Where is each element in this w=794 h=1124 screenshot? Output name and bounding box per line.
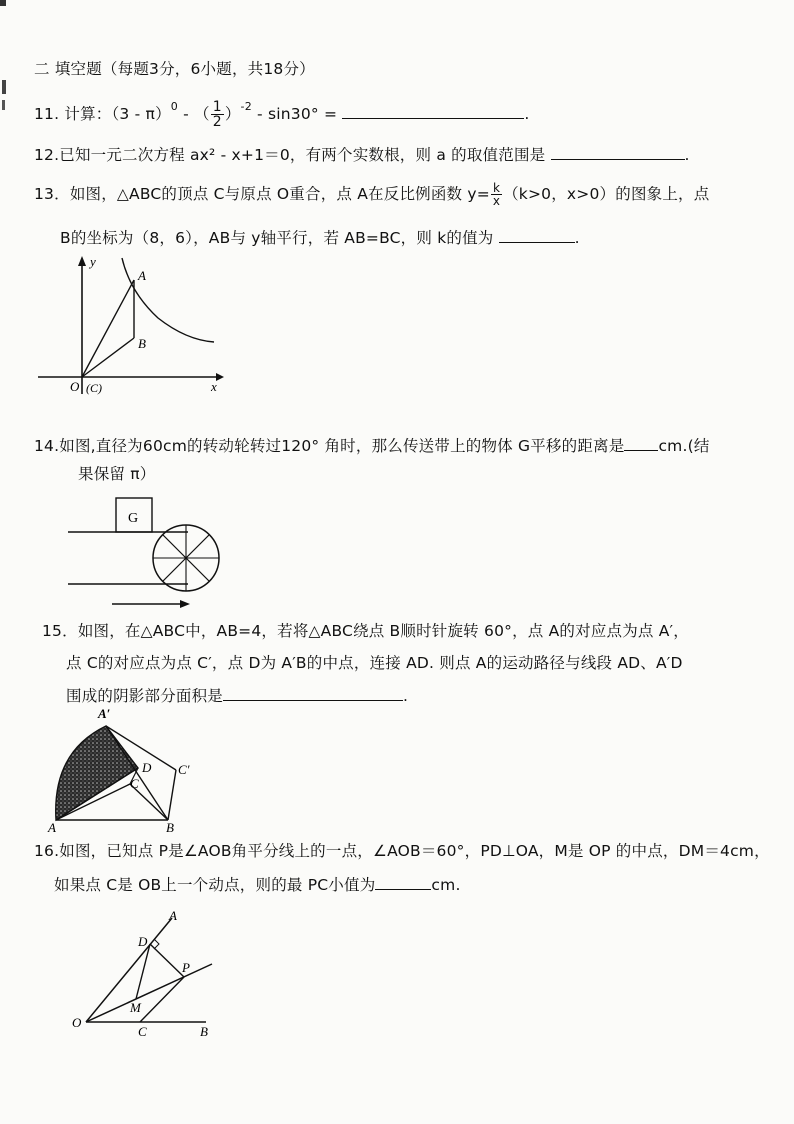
- segment-pc: [140, 977, 184, 1022]
- question-15-line1: 15．如图，在△ABC中，AB=4，若将△ABC绕点 B顺时针旋转 60°，点 A的对应点为点 A′，: [42, 622, 689, 640]
- q12-text: 12.已知一元二次方程 ax² - x+1＝0，有两个实数根，则 a 的取值范围是: [34, 146, 546, 164]
- q12-end: .: [684, 146, 690, 164]
- question-13-line2: [60, 226, 580, 249]
- q11-frac-den: 2: [212, 114, 222, 130]
- question-14-line2: 果保留 π）: [78, 465, 156, 483]
- q15-line3: 围成的阴影部分面积是: [66, 687, 224, 705]
- q15-end: .: [403, 687, 409, 705]
- shaded-region: [56, 726, 138, 820]
- q13-answer-blank[interactable]: [499, 226, 575, 243]
- q14-figure: [64, 494, 234, 616]
- q14-line1: 14.如图,直径为60cm的转动轮转过120° 角时，那么传送带上的物体 G平移的距离是: [34, 437, 625, 455]
- label-c: C: [130, 776, 139, 791]
- q15-answer-blank[interactable]: [223, 684, 403, 701]
- hyperbola-curve: [122, 258, 214, 342]
- q11-end: .: [524, 105, 530, 123]
- label-y: y: [90, 254, 96, 269]
- label-o: O: [70, 379, 80, 394]
- segment-ca: [82, 280, 134, 377]
- q11-exponent-zero: 0: [170, 100, 178, 113]
- q13-figure: [30, 252, 230, 402]
- label-a: A: [48, 820, 56, 835]
- q16-line2-end: cm.: [431, 876, 461, 894]
- wheel-spokes: [153, 525, 219, 591]
- q13-line1a: 13．如图，△ABC的顶点 C与原点 O重合，点 A在反比例函数 y=: [34, 185, 490, 203]
- label-b: B: [166, 820, 174, 835]
- question-12: [34, 143, 690, 166]
- q13-frac-den: x: [492, 194, 501, 208]
- label-a-prime: A′: [98, 706, 111, 721]
- q11-fraction: [211, 100, 224, 129]
- question-16-line2: [54, 873, 461, 896]
- question-14-line1: [34, 434, 710, 457]
- q11-prefix: 11. 计算：（3 - π）: [34, 105, 171, 123]
- label-o: O: [72, 1015, 82, 1030]
- motion-arrow-head: [180, 600, 190, 608]
- q13-fraction: [491, 182, 502, 207]
- q14-answer-blank[interactable]: [624, 434, 658, 451]
- q16-figure: [66, 906, 226, 1038]
- q14-line1-end: cm.(结: [658, 437, 710, 455]
- question-11: [34, 96, 529, 129]
- segment-c1b: [168, 770, 176, 820]
- q13-end: .: [574, 229, 580, 247]
- label-c: (C): [86, 381, 102, 395]
- label-g: G: [128, 511, 139, 526]
- q13-frac-num: k: [492, 181, 501, 195]
- segment-pd: [150, 944, 184, 977]
- binding-edge-marks: [0, 0, 12, 130]
- q11-close: ）: [224, 105, 241, 123]
- label-b: B: [200, 1024, 208, 1038]
- q11-answer-blank[interactable]: [342, 102, 524, 119]
- ray-oa: [86, 918, 172, 1022]
- section-header: 二 填空题（每题3分，6小题，共18分）: [34, 60, 315, 78]
- label-d: D: [142, 760, 152, 775]
- label-m: M: [130, 1000, 141, 1015]
- right-angle-mark: [154, 939, 159, 949]
- label-c-prime: C′: [178, 762, 190, 777]
- q16-line2: 如果点 C是 OB上一个动点，则的最 PC小值为: [54, 876, 376, 894]
- question-13-line1: [34, 182, 709, 207]
- label-a: A: [169, 908, 177, 923]
- q11-mid: - （: [177, 105, 210, 123]
- label-p: P: [182, 960, 190, 975]
- q13-line2: B的坐标为（8，6），AB与 y轴平行，若 AB=BC，则 k的值为: [60, 229, 494, 247]
- q11-exponent-neg2: -2: [240, 100, 252, 113]
- y-axis-arrow: [78, 256, 86, 266]
- label-x: x: [211, 379, 217, 394]
- label-a: A: [138, 268, 146, 283]
- q15-figure: [44, 702, 204, 838]
- q13-line1b: （k>0，x>0）的图象上，点: [503, 185, 710, 203]
- x-axis-arrow: [216, 373, 224, 381]
- q16-answer-blank[interactable]: [375, 873, 431, 890]
- label-c: C: [138, 1024, 147, 1038]
- question-16-line1: 16.如图，已知点 P是∠AOB角平分线上的一点，∠AOB＝60°，PD⊥OA，M是 OP 的中点，DM＝4cm，: [34, 842, 770, 860]
- q11-frac-num: 1: [212, 99, 222, 115]
- segment-cb: [82, 338, 134, 377]
- q11-tail: - sin30° =: [251, 105, 338, 123]
- label-b: B: [138, 336, 146, 351]
- q12-answer-blank[interactable]: [551, 143, 685, 160]
- label-d: D: [138, 934, 148, 949]
- question-15-line2: 点 C的对应点为点 C′，点 D为 A′B的中点，连接 AD. 则点 A的运动路径与线段 AD、A′D: [66, 654, 683, 672]
